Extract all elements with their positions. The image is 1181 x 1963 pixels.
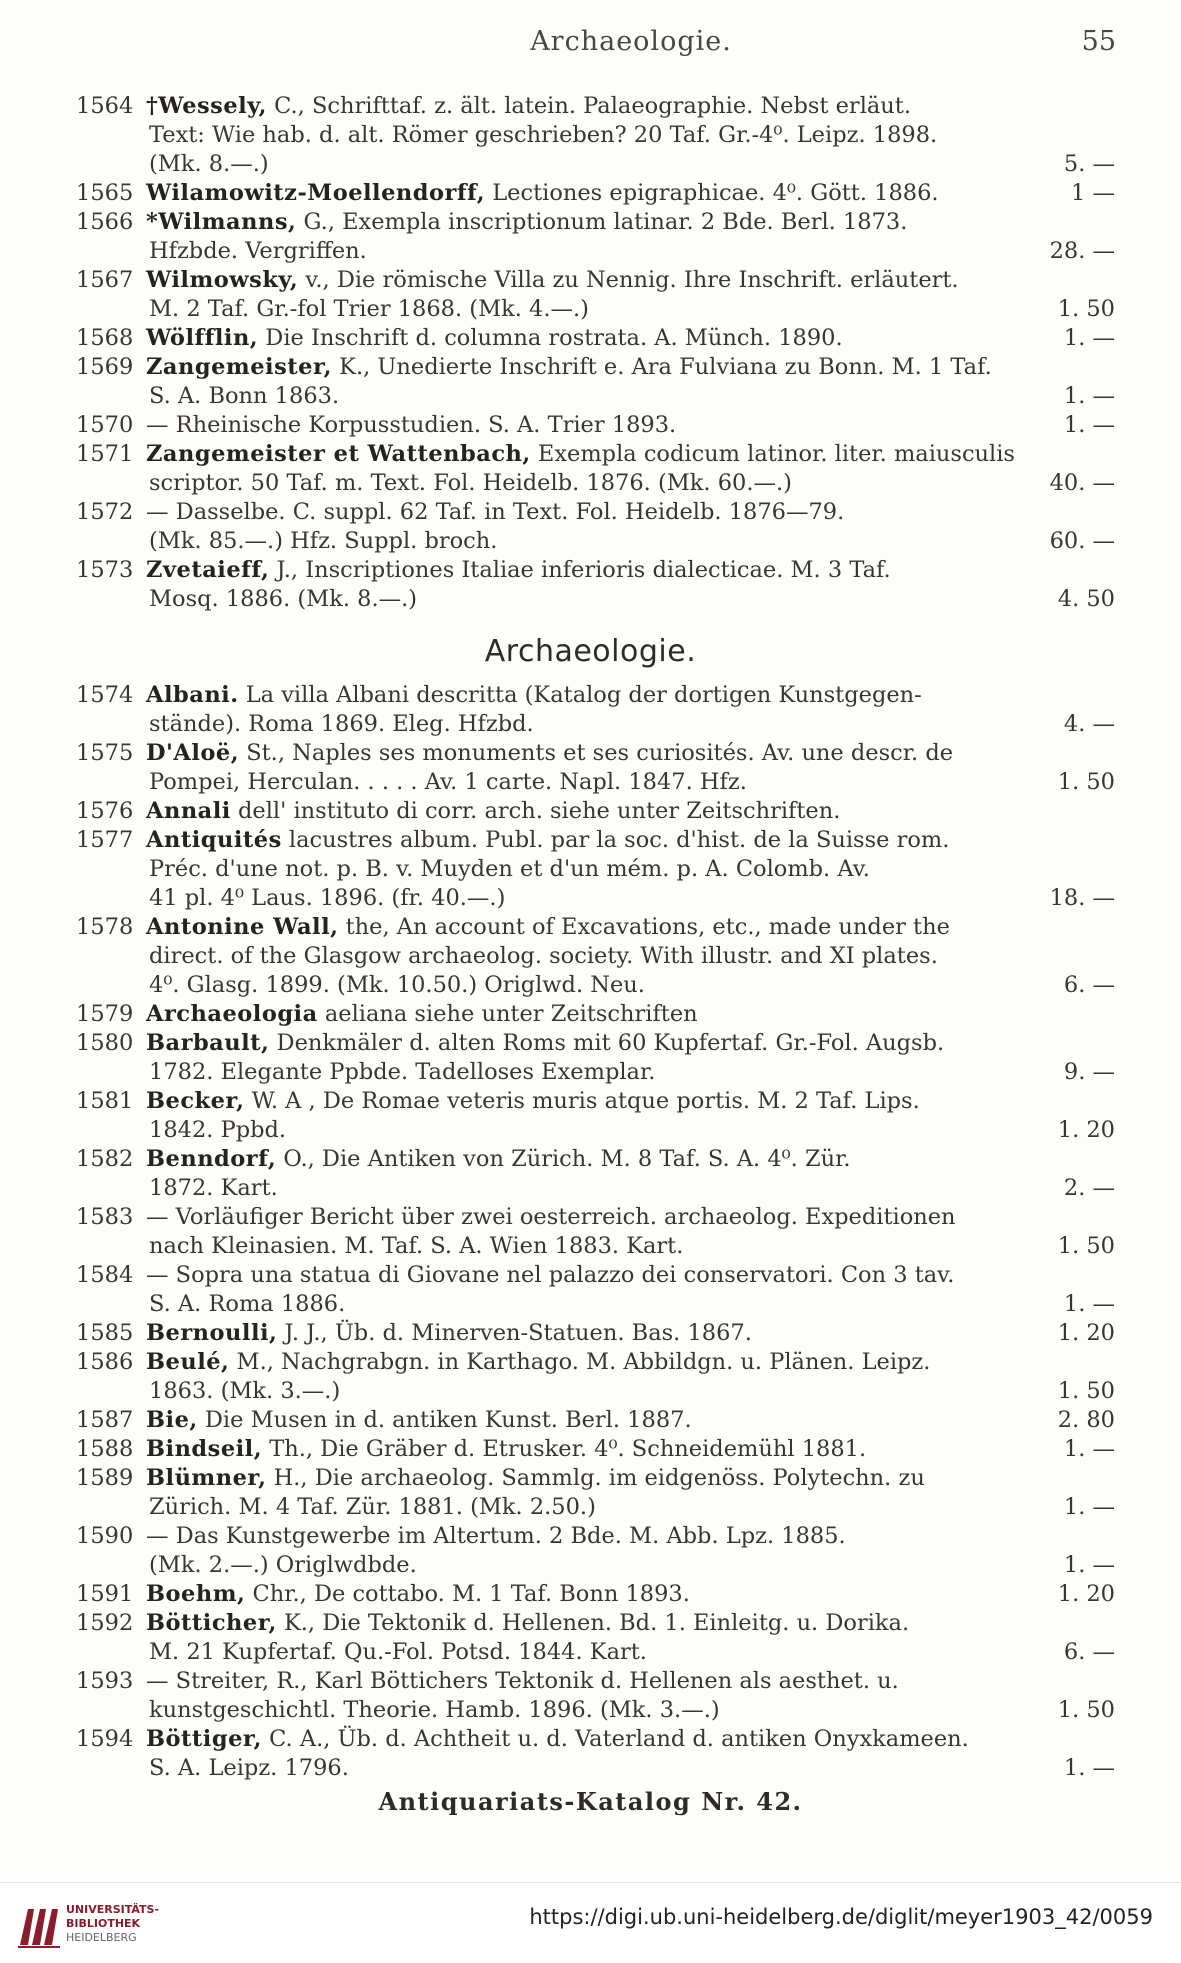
entry-text xyxy=(149,237,367,266)
entry-text xyxy=(149,1232,683,1261)
catalog-entry xyxy=(0,1348,1181,1406)
entry-line xyxy=(0,1638,1181,1667)
entry-price: 1. — xyxy=(1063,1755,1115,1781)
entry-text xyxy=(149,768,747,797)
entry-text xyxy=(149,527,497,556)
entry-author: Antiquités xyxy=(146,827,282,853)
catalog-entry xyxy=(0,179,1181,208)
entry-text xyxy=(146,208,907,237)
entry-description: C., Schrifttaf. z. ält. latein. Palaeographie. Nebst erläut. xyxy=(266,93,911,119)
entry-text xyxy=(149,1638,647,1667)
entry-description: nach Kleinasien. M. Taf. S. A. Wien 1883. Kart. xyxy=(149,1233,684,1259)
entry-number: 1592 xyxy=(76,1610,134,1636)
entry-description: kunstgeschichtl. Theorie. Hamb. 1896. (Mk. 3.—.) xyxy=(149,1697,720,1723)
entry-line xyxy=(0,913,1181,942)
entry-text xyxy=(149,150,269,179)
entry-line xyxy=(0,266,1181,295)
footer-bar xyxy=(0,1882,1181,1963)
entry-price: 1. 20 xyxy=(1057,1117,1115,1143)
entry-text xyxy=(149,1290,345,1319)
catalog-entry xyxy=(0,1261,1181,1319)
entry-author: Boehm, xyxy=(146,1581,246,1607)
entry-description: K., Die Tektonik d. Hellenen. Bd. 1. Einleitg. u. Dorika. xyxy=(276,1610,910,1636)
entry-description: Die Inschrift d. columna rostrata. A. Münch. 1890. xyxy=(258,325,843,351)
entry-description: S. A. Roma 1886. xyxy=(149,1291,346,1317)
entry-line xyxy=(0,1261,1181,1290)
entry-line xyxy=(0,1522,1181,1551)
entry-line xyxy=(0,208,1181,237)
entry-number: 1591 xyxy=(76,1581,134,1607)
entry-text xyxy=(146,266,959,295)
entry-description: v., Die römische Villa zu Nennig. Ihre Inschrift. erläutert. xyxy=(298,267,959,293)
entry-author: Wilamowitz-Moellendorff, xyxy=(146,180,486,206)
entry-number: 1587 xyxy=(76,1407,134,1433)
entry-number: 1574 xyxy=(76,682,134,708)
entry-line xyxy=(0,440,1181,469)
entry-list-archaeology xyxy=(0,681,1181,1783)
entry-text xyxy=(146,353,992,382)
running-title: Archaeologie. xyxy=(530,26,732,57)
entry-description: S. A. Leipz. 1796. xyxy=(149,1755,349,1781)
catalog-entry xyxy=(0,1522,1181,1580)
entry-number: 1570 xyxy=(76,412,134,438)
entry-author: Zangemeister, xyxy=(146,354,333,380)
entry-line xyxy=(0,768,1181,797)
catalog-entry xyxy=(0,411,1181,440)
entry-price: 1. — xyxy=(1063,383,1115,409)
seal-icon xyxy=(14,1901,62,1951)
entry-line xyxy=(0,1667,1181,1696)
entry-price: 1. 50 xyxy=(1057,1697,1115,1723)
entry-number: 1568 xyxy=(76,325,134,351)
entry-text xyxy=(146,1203,956,1232)
catalog-entry xyxy=(0,681,1181,739)
entry-price: 1. — xyxy=(1063,1494,1115,1520)
catalog-entry xyxy=(0,1000,1181,1029)
entry-description: Zürich. M. 4 Taf. Zür. 1881. (Mk. 2.50.) xyxy=(149,1494,596,1520)
entry-description: 1842. Ppbd. xyxy=(149,1117,287,1143)
entry-number: 1594 xyxy=(76,1726,134,1752)
entry-number: 1582 xyxy=(76,1146,134,1172)
entry-text xyxy=(146,1348,930,1377)
entry-description: La villa Albani descritta (Katalog der dortigen Kunstgegen- xyxy=(238,682,922,708)
entry-description: 4⁰. Glasg. 1899. (Mk. 10.50.) Origlwd. Neu. xyxy=(149,972,645,998)
entry-line xyxy=(0,1232,1181,1261)
entry-text xyxy=(149,1174,278,1203)
entry-line xyxy=(0,469,1181,498)
entry-description: — Dasselbe. C. suppl. 62 Taf. in Text. Fol. Heidelb. 1876—79. xyxy=(146,499,845,525)
entry-text xyxy=(149,1058,655,1087)
entry-text xyxy=(149,1551,417,1580)
entry-text xyxy=(146,1087,920,1116)
entry-text xyxy=(149,855,870,884)
entry-number: 1566 xyxy=(76,209,134,235)
entry-author: Beulé, xyxy=(146,1349,230,1375)
entry-author: Becker, xyxy=(146,1088,245,1114)
catalog-entry xyxy=(0,353,1181,411)
entry-text xyxy=(146,1406,692,1435)
catalog-entry xyxy=(0,1464,1181,1522)
entry-text xyxy=(146,1029,944,1058)
entry-description: St., Naples ses monuments et ses curiosités. Av. une descr. de xyxy=(239,740,954,766)
entry-line xyxy=(0,681,1181,710)
entry-description: W. A , De Romae veteris muris atque portis. M. 2 Taf. Lips. xyxy=(244,1088,920,1114)
entry-description: J., Inscriptiones Italiae inferioris dialecticae. M. 3 Taf. xyxy=(269,557,891,583)
entry-price: 1 — xyxy=(1071,180,1115,206)
entry-line xyxy=(0,498,1181,527)
entry-line xyxy=(0,1058,1181,1087)
entry-text xyxy=(146,1145,851,1174)
entry-text xyxy=(149,1696,720,1725)
catalog-entry xyxy=(0,1725,1181,1783)
entry-number: 1567 xyxy=(76,267,134,293)
library-logo[interactable] xyxy=(14,1901,160,1951)
entry-price: 4. — xyxy=(1063,711,1115,737)
entry-text xyxy=(146,681,922,710)
entry-line xyxy=(0,382,1181,411)
entry-line xyxy=(0,1435,1181,1464)
entry-line xyxy=(0,527,1181,556)
entry-text xyxy=(146,1435,866,1464)
entry-number: 1585 xyxy=(76,1320,134,1346)
entry-description: M., Nachgrabgn. in Karthago. M. Abbildgn. u. Plänen. Leipz. xyxy=(229,1349,931,1375)
entry-text xyxy=(149,1493,596,1522)
entry-line xyxy=(0,826,1181,855)
entry-text xyxy=(146,1609,909,1638)
entry-description: direct. of the Glasgow archaeolog. society. With illustr. and XI plates. xyxy=(149,943,938,969)
catalog-entry xyxy=(0,498,1181,556)
entry-price: 1. — xyxy=(1063,1552,1115,1578)
entry-text xyxy=(146,1667,899,1696)
entry-description: K., Unedierte Inschrift e. Ara Fulviana zu Bonn. M. 1 Taf. xyxy=(332,354,992,380)
entry-line xyxy=(0,1029,1181,1058)
catalog-footer: Antiquariats-Katalog Nr. 42. xyxy=(378,1787,803,1816)
entry-text xyxy=(146,1522,846,1551)
logo-text xyxy=(66,1903,159,1945)
catalog-entry xyxy=(0,1667,1181,1725)
entry-line xyxy=(0,1493,1181,1522)
entry-text xyxy=(146,556,891,585)
entry-price: 4. 50 xyxy=(1057,586,1115,612)
entry-line xyxy=(0,739,1181,768)
entry-author: †Wessely, xyxy=(146,93,267,119)
entry-author: Antonine Wall, xyxy=(146,914,339,940)
catalog-entry xyxy=(0,1609,1181,1667)
entry-number: 1569 xyxy=(76,354,134,380)
entry-price: 1. — xyxy=(1063,1436,1115,1462)
entry-description: 1863. (Mk. 3.—.) xyxy=(149,1378,341,1404)
entry-text xyxy=(146,92,911,121)
entry-author: Wölfflin, xyxy=(146,325,259,351)
entry-text xyxy=(149,1754,349,1783)
entry-description: M. 21 Kupfertaf. Qu.-Fol. Potsd. 1844. Kart. xyxy=(149,1639,647,1665)
entry-line xyxy=(0,1319,1181,1348)
entry-description: Lectiones epigraphicae. 4⁰. Gött. 1886. xyxy=(485,180,939,206)
entry-line xyxy=(0,1696,1181,1725)
entry-price: 1. 50 xyxy=(1057,769,1115,795)
catalog-entry xyxy=(0,797,1181,826)
entry-price: 40. — xyxy=(1049,470,1115,496)
entry-price: 1. 20 xyxy=(1057,1320,1115,1346)
entry-line xyxy=(0,1348,1181,1377)
entry-number: 1589 xyxy=(76,1465,134,1491)
entry-line xyxy=(0,1000,1181,1029)
entry-line xyxy=(0,1609,1181,1638)
entry-author: Zvetaieff, xyxy=(146,557,270,583)
entry-price: 1. — xyxy=(1063,325,1115,351)
entry-description: Text: Wie hab. d. alt. Römer geschrieben? 20 Taf. Gr.-4⁰. Leipz. 1898. xyxy=(149,122,938,148)
entry-price: 1. 20 xyxy=(1057,1581,1115,1607)
entry-price: 6. — xyxy=(1063,972,1115,998)
catalog-entry xyxy=(0,1580,1181,1609)
entry-description: (Mk. 2.—.) Origlwdbde. xyxy=(149,1552,417,1578)
entry-line xyxy=(0,1551,1181,1580)
catalog-entry xyxy=(0,826,1181,913)
entry-description: C. A., Üb. d. Achtheit u. d. Vaterland d. antiken Onyxkameen. xyxy=(261,1726,969,1752)
catalog-entry xyxy=(0,1319,1181,1348)
catalog-entry xyxy=(0,208,1181,266)
entry-author: Bötticher, xyxy=(146,1610,277,1636)
entry-line xyxy=(0,1174,1181,1203)
entry-description: Die Musen in d. antiken Kunst. Berl. 1887. xyxy=(197,1407,692,1433)
entry-description: Th., Die Gräber d. Etrusker. 4⁰. Schneidemühl 1881. xyxy=(262,1436,867,1462)
catalog-entry xyxy=(0,92,1181,179)
entry-author: Bie, xyxy=(146,1407,198,1433)
entry-description: J. J., Üb. d. Minerven-Statuen. Bas. 1867. xyxy=(277,1320,752,1346)
entry-price: 1. 50 xyxy=(1057,1378,1115,1404)
entry-description: M. 2 Taf. Gr.-fol Trier 1868. (Mk. 4.—.) xyxy=(149,296,589,322)
entry-number: 1586 xyxy=(76,1349,134,1375)
entry-price: 18. — xyxy=(1049,885,1115,911)
entry-text xyxy=(146,1580,690,1609)
entry-line xyxy=(0,710,1181,739)
entry-number: 1571 xyxy=(76,441,134,467)
entry-price: 2. — xyxy=(1063,1175,1115,1201)
entry-description: 1872. Kart. xyxy=(149,1175,278,1201)
entry-text xyxy=(149,710,534,739)
entry-author: Archaeologia xyxy=(146,1001,318,1027)
entry-author: Zangemeister et Wattenbach, xyxy=(146,441,531,467)
entry-number: 1564 xyxy=(76,93,134,119)
entry-description: H., Die archaeolog. Sammlg. im eidgenöss. Polytechn. zu xyxy=(266,1465,925,1491)
entry-number: 1573 xyxy=(76,557,134,583)
entry-price: 1. — xyxy=(1063,1291,1115,1317)
entry-line xyxy=(0,556,1181,585)
logo-line-3: HEIDELBERG xyxy=(66,1931,137,1944)
entry-description: Préc. d'une not. p. B. v. Muyden et d'un mém. p. A. Colomb. Av. xyxy=(149,856,870,882)
section-heading: Archaeologie. xyxy=(484,634,697,669)
entry-description: (Mk. 85.—.) Hfz. Suppl. broch. xyxy=(149,528,498,554)
entry-number: 1577 xyxy=(76,827,134,853)
entry-number: 1565 xyxy=(76,180,134,206)
entry-line xyxy=(0,324,1181,353)
entry-description: G., Exempla inscriptionum latinar. 2 Bde. Berl. 1873. xyxy=(296,209,908,235)
entry-line xyxy=(0,179,1181,208)
entry-price: 1. 50 xyxy=(1057,296,1115,322)
entry-description: stände). Roma 1869. Eleg. Hfzbd. xyxy=(149,711,534,737)
entry-line xyxy=(0,1725,1181,1754)
entry-description: aeliana siehe unter Zeitschriften xyxy=(317,1001,698,1027)
entry-author: Wilmowsky, xyxy=(146,267,299,293)
entry-description: Denkmäler d. alten Roms mit 60 Kupfertaf. Gr.-Fol. Augsb. xyxy=(269,1030,945,1056)
entry-text xyxy=(149,295,589,324)
entry-text xyxy=(146,913,950,942)
entry-line xyxy=(0,1377,1181,1406)
entry-price: 9. — xyxy=(1063,1059,1115,1085)
entry-line xyxy=(0,1116,1181,1145)
entry-author: Bindseil, xyxy=(146,1436,263,1462)
entry-line xyxy=(0,884,1181,913)
running-head xyxy=(146,26,1116,62)
entry-number: 1575 xyxy=(76,740,134,766)
entry-line xyxy=(0,353,1181,382)
entry-text xyxy=(149,382,339,411)
entry-text xyxy=(146,826,949,855)
entry-price: 28. — xyxy=(1049,238,1115,264)
entry-price: 2. 80 xyxy=(1057,1407,1115,1433)
entry-description: the, An account of Excavations, etc., made under the xyxy=(338,914,950,940)
entry-description: O., Die Antiken von Zürich. M. 8 Taf. S. A. 4⁰. Zür. xyxy=(276,1146,851,1172)
entry-author: Bernoulli, xyxy=(146,1320,278,1346)
entry-text xyxy=(146,739,953,768)
entry-description: — Vorläufiger Bericht über zwei oesterreich. archaeolog. Expeditionen xyxy=(146,1204,956,1230)
entry-author: Böttiger, xyxy=(146,1726,262,1752)
entry-line xyxy=(0,92,1181,121)
entry-text xyxy=(146,498,844,527)
entry-line xyxy=(0,1290,1181,1319)
entry-number: 1593 xyxy=(76,1668,134,1694)
entry-price: 5. — xyxy=(1063,151,1115,177)
entry-line xyxy=(0,942,1181,971)
catalog-entry xyxy=(0,1087,1181,1145)
entry-text xyxy=(149,942,938,971)
catalog-entry xyxy=(0,556,1181,614)
entry-line xyxy=(0,855,1181,884)
page-number: 55 xyxy=(1081,26,1116,57)
entry-price: 1. 50 xyxy=(1057,1233,1115,1259)
entry-number: 1572 xyxy=(76,499,134,525)
entry-line xyxy=(0,150,1181,179)
entry-author: Blümner, xyxy=(146,1465,267,1491)
entry-price: 60. — xyxy=(1049,528,1115,554)
entry-line xyxy=(0,1406,1181,1435)
entry-description: S. A. Bonn 1863. xyxy=(149,383,340,409)
entry-number: 1583 xyxy=(76,1204,134,1230)
entry-line xyxy=(0,1087,1181,1116)
entry-text xyxy=(149,884,505,913)
entry-description: — Das Kunstgewerbe im Altertum. 2 Bde. M. Abb. Lpz. 1885. xyxy=(146,1523,846,1549)
entry-number: 1588 xyxy=(76,1436,134,1462)
entry-author: Barbault, xyxy=(146,1030,270,1056)
entry-description: Exempla codicum latinor. liter. maiusculis xyxy=(530,441,1015,467)
entry-description: 1782. Elegante Ppbde. Tadelloses Exemplar. xyxy=(149,1059,656,1085)
entry-text xyxy=(146,1319,752,1348)
entry-number: 1578 xyxy=(76,914,134,940)
entry-description: lacustres album. Publ. par la soc. d'hist. de la Suisse rom. xyxy=(281,827,950,853)
logo-line-2: BIBLIOTHEK xyxy=(66,1917,141,1930)
entry-line xyxy=(0,797,1181,826)
entry-text xyxy=(146,1000,698,1029)
entry-line xyxy=(0,1580,1181,1609)
entry-text xyxy=(146,1464,925,1493)
catalog-entry xyxy=(0,1435,1181,1464)
entry-text xyxy=(146,1725,969,1754)
entry-line xyxy=(0,1464,1181,1493)
entry-text xyxy=(146,797,840,826)
catalog-entry xyxy=(0,324,1181,353)
entry-text xyxy=(146,1261,954,1290)
entry-text xyxy=(149,121,937,150)
entry-text xyxy=(149,971,645,1000)
entry-number: 1590 xyxy=(76,1523,134,1549)
catalog-entry xyxy=(0,913,1181,1000)
catalog-entry xyxy=(0,1203,1181,1261)
entry-text xyxy=(149,1116,286,1145)
entry-author: D'Aloë, xyxy=(146,740,240,766)
catalog-entry xyxy=(0,1145,1181,1203)
source-url-link[interactable]: https://digi.ub.uni-heidelberg.de/diglit/meyer1903_42/0059 xyxy=(529,1905,1153,1929)
entry-list-epigraphy xyxy=(0,92,1181,614)
catalog-entry xyxy=(0,739,1181,797)
entry-text xyxy=(149,1377,340,1406)
entry-text xyxy=(149,585,417,614)
catalog-entry xyxy=(0,440,1181,498)
entry-text xyxy=(146,440,1015,469)
entry-description: — Rheinische Korpusstudien. S. A. Trier 1893. xyxy=(146,412,677,438)
entry-author: Annali xyxy=(146,798,231,824)
entry-number: 1580 xyxy=(76,1030,134,1056)
entry-line xyxy=(0,1145,1181,1174)
entry-description: Chr., De cottabo. M. 1 Taf. Bonn 1893. xyxy=(245,1581,690,1607)
catalog-entry xyxy=(0,1406,1181,1435)
entry-line xyxy=(0,237,1181,266)
entry-number: 1579 xyxy=(76,1001,134,1027)
entry-text xyxy=(146,179,939,208)
catalog-entry xyxy=(0,1029,1181,1087)
entry-author: Albani. xyxy=(146,682,239,708)
entry-number: 1581 xyxy=(76,1088,134,1114)
entry-description: Pompei, Herculan. . . . . Av. 1 carte. Napl. 1847. Hfz. xyxy=(149,769,747,795)
entry-description: Mosq. 1886. (Mk. 8.—.) xyxy=(149,586,418,612)
entry-author: Benndorf, xyxy=(146,1146,277,1172)
entry-price: 6. — xyxy=(1063,1639,1115,1665)
entry-description: — Streiter, R., Karl Böttichers Tektonik d. Hellenen als aesthet. u. xyxy=(146,1668,899,1694)
entry-text xyxy=(146,324,843,353)
entry-line xyxy=(0,121,1181,150)
entry-number: 1584 xyxy=(76,1262,134,1288)
entry-description: (Mk. 8.—.) xyxy=(149,151,269,177)
entry-line xyxy=(0,295,1181,324)
entry-author: *Wilmanns, xyxy=(146,209,297,235)
entry-line xyxy=(0,411,1181,440)
entry-text xyxy=(146,411,676,440)
entry-description: dell' instituto di corr. arch. siehe unter Zeitschriften. xyxy=(230,798,841,824)
entry-description: scriptor. 50 Taf. m. Text. Fol. Heidelb. 1876. (Mk. 60.—.) xyxy=(149,470,792,496)
entry-line xyxy=(0,971,1181,1000)
entry-description: — Sopra una statua di Giovane nel palazzo dei conservatori. Con 3 tav. xyxy=(146,1262,955,1288)
entry-description: 41 pl. 4⁰ Laus. 1896. (fr. 40.—.) xyxy=(149,885,506,911)
entry-line xyxy=(0,1203,1181,1232)
logo-line-1: UNIVERSITÄTS- xyxy=(66,1903,160,1916)
entry-price: 1. — xyxy=(1063,412,1115,438)
catalog-entry xyxy=(0,266,1181,324)
entry-line xyxy=(0,1754,1181,1783)
entry-number: 1576 xyxy=(76,798,134,824)
entry-description: Hfzbde. Vergriffen. xyxy=(149,238,367,264)
entry-line xyxy=(0,585,1181,614)
entry-text xyxy=(149,469,792,498)
